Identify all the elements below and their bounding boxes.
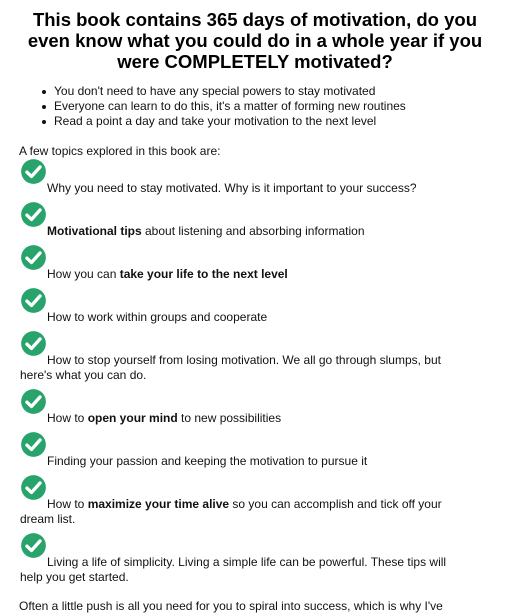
topic-text: about listening and absorbing information bbox=[141, 224, 365, 238]
topic-text: How to bbox=[47, 497, 88, 511]
topic-item bbox=[0, 300, 510, 325]
check-circle-icon bbox=[20, 171, 44, 195]
check-circle-icon bbox=[20, 545, 44, 569]
benefit-item: Everyone can learn to do this, it's a matter of forming new routines bbox=[54, 99, 510, 114]
topic-item bbox=[0, 343, 510, 383]
topic-emphasis: open your mind bbox=[87, 411, 178, 425]
topic-emphasis: Motivational tips bbox=[47, 224, 142, 238]
topic-text: How to bbox=[47, 411, 88, 425]
closing-paragraph: Often a little push is all you need for you to spiral into success, which is why I've bbox=[19, 599, 443, 613]
topic-text: Finding your passion and keeping the motivation to pursue it bbox=[47, 454, 368, 468]
check-circle-icon bbox=[20, 487, 44, 511]
check-circle-icon bbox=[20, 401, 44, 425]
benefit-item: You don't need to have any special powers to stay motivated bbox=[54, 84, 510, 99]
topics-intro: A few topics explored in this book are: bbox=[19, 144, 221, 158]
check-circle-icon bbox=[20, 214, 44, 238]
headline: This book contains 365 days of motivation, do you even know what you could do in a whole year if you were COMPLETELY motivated? bbox=[27, 9, 483, 72]
topic-item bbox=[0, 487, 510, 527]
topic-item bbox=[0, 444, 510, 469]
benefit-list bbox=[0, 84, 510, 129]
topic-text: Why you need to stay motivated. Why is it important to your success? bbox=[47, 181, 417, 195]
topic-list bbox=[0, 171, 510, 585]
topic-item bbox=[0, 257, 510, 282]
topic-text: How to stop yourself from losing motivation. We all go through slumps, but here's what you can do. bbox=[20, 353, 441, 382]
topic-text: How you can bbox=[47, 267, 120, 281]
topic-item bbox=[0, 214, 510, 239]
check-circle-icon bbox=[20, 444, 44, 468]
topic-item bbox=[0, 401, 510, 426]
topic-emphasis: maximize your time alive bbox=[87, 497, 230, 511]
benefit-item: Read a point a day and take your motivation to the next level bbox=[54, 114, 510, 129]
topic-text: Living a life of simplicity. Living a simple life can be powerful. These tips will help you get started. bbox=[20, 555, 447, 584]
check-circle-icon bbox=[20, 343, 44, 367]
check-circle-icon bbox=[20, 300, 44, 324]
topic-item bbox=[0, 545, 510, 585]
topic-item bbox=[0, 171, 510, 196]
topic-emphasis: take your life to the next level bbox=[119, 267, 288, 281]
topic-text: to new possibilities bbox=[177, 411, 282, 425]
topic-text: so you can accomplish and tick off your dream list. bbox=[20, 497, 442, 526]
check-circle-icon bbox=[20, 257, 44, 281]
topic-text: How to work within groups and cooperate bbox=[47, 310, 268, 324]
